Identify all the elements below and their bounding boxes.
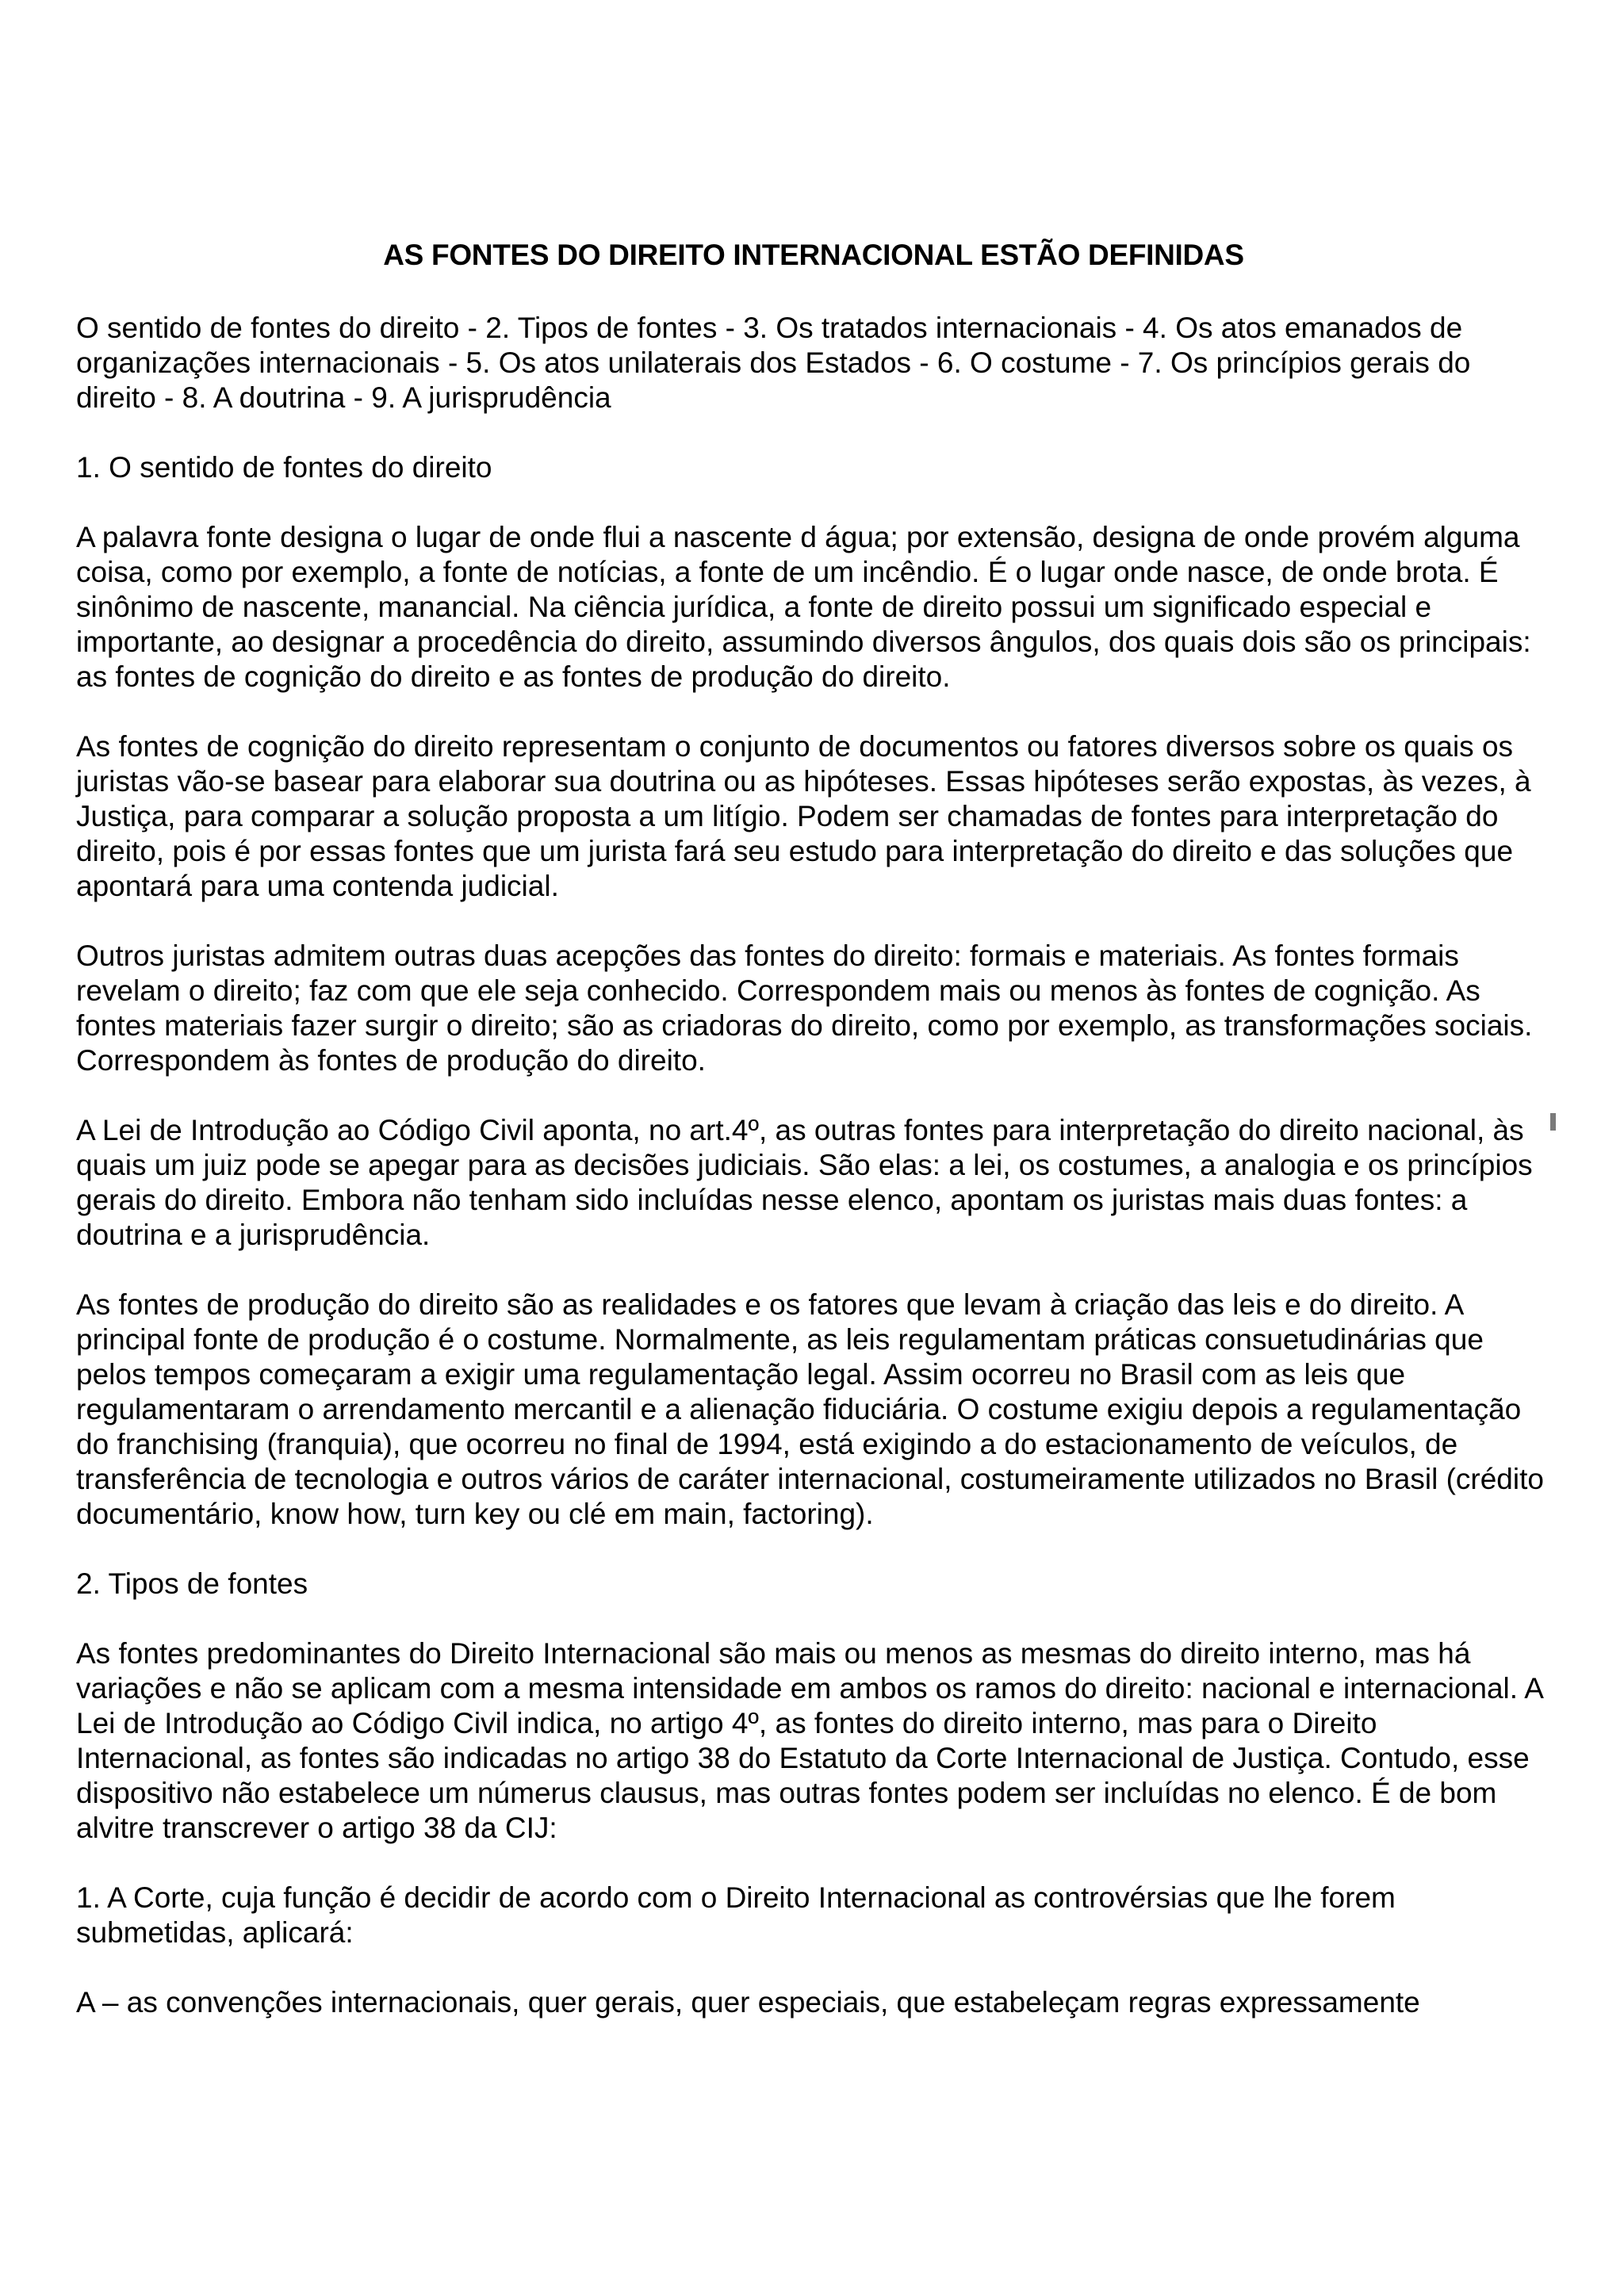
paragraph-corte-funcao: 1. A Corte, cuja função é decidir de acordo com o Direito Internacional as controvérsias que lhe forem submetidas, aplicará: [76, 1881, 1396, 1949]
paragraph-fontes-predominantes: As fontes predominantes do Direito Internacional são mais ou menos as mesmas do direito interno, mas há variações e não se aplicam com a mesma intensidade em ambos os ramos do direito: nacional e internacional. A Lei de Introdução ao Código Civil indica, no artigo 4º, as fontes do direito interno, mas para o Direito Internacional, as fontes são indicadas no artigo 38 do Estatuto da Corte Internacional de Justiça. Contudo, esse dispositivo não estabelece um númerus clausus, mas outras fontes podem ser incluídas no elenco. É de bom alvitre transcrever o artigo 38 da CIJ: [76, 1637, 1542, 1844]
paragraph-fontes-producao: As fontes de produção do direito são as realidades e os fatores que levam à criação das leis e do direito. A principal fonte de produção é o costume. Normalmente, as leis regulamentam práticas consuetudinárias que pelos tempos começaram a exigir uma regulamentação legal. Assim ocorreu no Brasil com as leis que regulamentaram o arrendamento mercantil e a alienação fiduciária. O costume exigiu depois a regulamentação do franchising (franquia), que ocorreu no final de 1994, está exigindo a do estacionamento de veículos, de transferência de tecnologia e outros vários de caráter internacional, costumeiramente utilizados no Brasil (crédito documentário, know how, turn key ou clé em main, factoring). [76, 1288, 1544, 1530]
paragraph-lei-introducao: A Lei de Introdução ao Código Civil aponta, no art.4º, as outras fontes para interpretação do direito nacional, às quais um juiz pode se apegar para as decisões judiciais. São elas: a lei, os costumes, a analogia e os princípios gerais do direito. Embora não tenham sido incluídas nesse elenco, apontam os juristas mais duas fontes: a doutrina e a jurisprudência. [76, 1114, 1533, 1251]
table-of-contents-paragraph: O sentido de fontes do direito - 2. Tipos de fontes - 3. Os tratados internacionais - 4. Os atos emanados de organizações internacionais - 5. Os atos unilaterais dos Estados - 6. O costume - 7. Os princípios gerais do direito - 8. A doutrina - 9. A jurisprudência [76, 312, 1471, 414]
scroll-marker-icon [1550, 1113, 1556, 1131]
document-body [76, 238, 1551, 2020]
paragraph-fontes-cognicao: As fontes de cognição do direito representam o conjunto de documentos ou fatores diversos sobre os quais os juristas vão-se basear para elaborar sua doutrina ou as hipóteses. Essas hipóteses serão expostas, às vezes, à Justiça, para comparar a solução proposta a um litígio. Podem ser chamadas de fontes para interpretação do direito, pois é por essas fontes que um jurista fará seu estudo para interpretação do direito e das soluções que apontará para uma contenda judicial. [76, 730, 1531, 902]
paragraph-fonte-definition: A palavra fonte designa o lugar de onde flui a nascente d água; por extensão, designa de onde provém alguma coisa, como por exemplo, a fonte de notícias, a fonte de um incêndio. É o lugar onde nasce, de onde brota. É sinônimo de nascente, manancial. Na ciência jurídica, a fonte de direito possui um significado especial e importante, ao designar a procedência do direito, assumindo diversos ângulos, dos quais dois são os principais: as fontes de cognição do direito e as fontes de produção do direito. [76, 521, 1531, 693]
document-title: AS FONTES DO DIREITO INTERNACIONAL ESTÃO DEFINIDAS [383, 239, 1244, 271]
section-heading-2: 2. Tipos de fontes [76, 1567, 308, 1600]
paragraph-convencoes: A – as convenções internacionais, quer gerais, quer especiais, que estabeleçam regras expressamente [76, 1986, 1420, 2019]
section-heading-1: 1. O sentido de fontes do direito [76, 451, 492, 484]
paragraph-fontes-formais-materiais: Outros juristas admitem outras duas acepções das fontes do direito: formais e materiais. As fontes formais revelam o direito; faz com que ele seja conhecido. Correspondem mais ou menos às fontes de cognição. As fontes materiais fazer surgir o direito; são as criadoras do direito, como por exemplo, as transformações sociais. Correspondem às fontes de produção do direito. [76, 939, 1533, 1077]
